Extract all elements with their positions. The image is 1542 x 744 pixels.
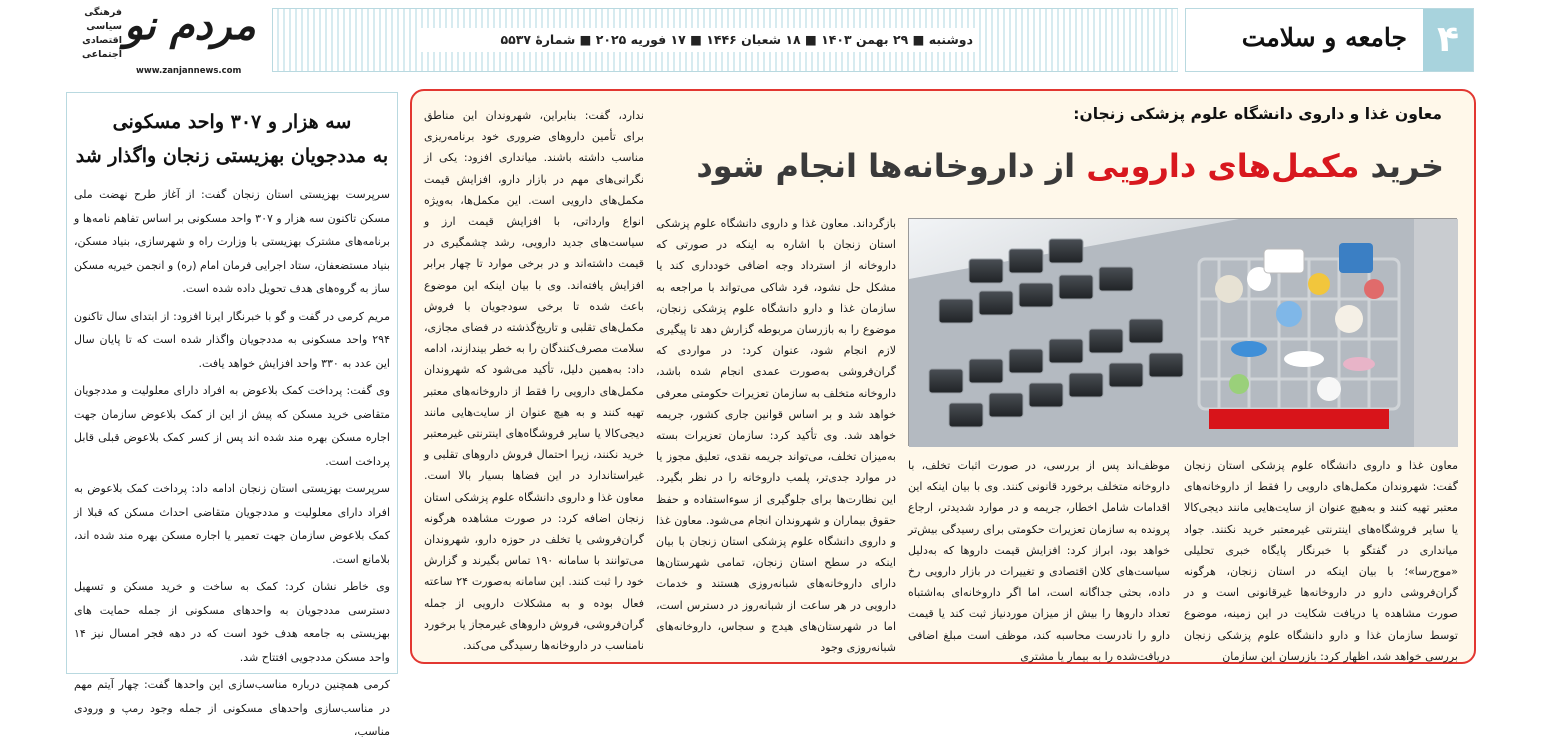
article-column-4: معاون غذا و داروی دانشگاه علوم پزشکی استان زنجان گفت: شهروندان مکمل‌های دارویی را فقط از داروخانه‌های معتبر تهیه کنند و به‌هیچ عنوان از سایت‌هایی مانند دیجی‌کالا یا سایر فروشگاه‌های اینترنتی غیرمعتبر خرید نکنند. جواد میانداری در گفتگو با خبرنگار پایگاه خبری تحلیلی «موج‌رسا»؛ با بیان اینکه در استان زنجان، هرگونه گران‌فروشی دارو در داروخانه‌ها غیرقانونی است و در صورت مشاهده یا دریافت شکایت در این زمینه، موضوع توسط سازمان غذا و دارو دانشگاه علوم پزشکی زنجان بررسی خواهد شد، اظهار کرد: بازرسان این سازمان — [1184, 459, 1458, 663]
article-kicker: معاون غذا و داروی دانشگاه علوم پزشکی زنجان: — [1073, 105, 1442, 123]
headline-highlight: مکمل‌های دارویی — [1086, 147, 1360, 185]
laptop-cart-pills-image — [909, 219, 1458, 447]
article-column-2: بازگرداند. معاون غذا و داروی دانشگاه علوم پزشکی استان زنجان با اشاره به اینکه در صورتی که داروخانه از استرداد وجه اضافی خودداری کند یا مشکل حل نشود، فرد شاکی می‌تواند با مراجعه به سازمان غذا و دارو دانشگاه علوم پزشکی زنجان، موضوع را به بازرسان مربوطه گزارش دهد تا پیگیری لازم انجام شود، عنوان کرد: در مواردی که گران‌فروشی به‌صورت عمدی انجام شده باشد، داروخانه متخلف به سازمان تعزیرات حکومتی معرفی خواهد شد و بر اساس قوانین جاری کشور، جریمه خواهد شد. وی تأکید کرد: سازمان تعزیرات بسته به‌میزان تخلف، می‌تواند جریمه نقدی، تعلیق مجوز یا در موارد جدی‌تر، پلمب داروخانه را در نظر بگیرد. این نظارت‌ها برای جلوگیری از سوءاستفاده و حفظ حقوق بیماران و شهروندان انجام می‌شود. معاون غذا و داروی دانشگاه علوم پزشکی استان زنجان با بیان اینکه در سطح استان زنجان، تمامی شهرستان‌ها دارای داروخانه‌های شبانه‌روزی هستند و خدمات دارویی در هر ساعت از شبانه‌روز در دسترس است، اما در شهرستان‌های هیدج و سجاس، داروخانه‌های شبانه‌روزی وجود — [656, 217, 896, 655]
paragraph: وی خاطر نشان کرد: کمک به ساخت و خرید مسکن و تسهیل دسترسی مددجویان به واحدهای مسکونی از جمله حمایت های بهزیستی به جامعه هدف خود است که در دهه فجر امسال نیز ۱۴ واحد مسکن مددجویی افتتاح شد. — [74, 580, 390, 664]
paragraph: سرپرست بهزیستی استان زنجان ادامه داد: پرداخت کمک بلاعوض به افراد دارای معلولیت و مددجویان متقاضی احداث مسکن که قبلا از کمک بلاعوض سازمان جهت تعمیر یا اجاره مسکن بهره مند شده اند، بلامانع است. — [74, 482, 390, 566]
paragraph: سرپرست بهزیستی استان زنجان گفت: از آغاز طرح نهضت ملی مسکن تاکنون سه هزار و ۳۰۷ واحد مسکونی بر اساس تفاهم نامه‌ها و برنامه‌های مشترک بهزیستی با وزارت راه و شهرسازی، بنیاد مسکن، بنیاد مستضعفان، ستاد اجرایی فرمان امام (ره) و انجمن خیریه مسکن ساز به گروه‌های هدف تحویل داده شده است. — [74, 188, 391, 295]
logo-name: مردم نو — [124, 2, 256, 49]
date-banner — [272, 8, 1178, 72]
side-article — [66, 92, 398, 738]
article-headline: خرید مکمل‌های دارویی از داروخانه‌ها انجام شود — [696, 147, 1444, 185]
article-photo — [908, 218, 1457, 446]
article-column-3: موظف‌اند پس از بررسی، در صورت اثبات تخلف، با داروخانه متخلف برخورد قانونی کنند. وی با بیان اینکه این اقدامات شامل اخطار، جریمه و در موارد شدیدتر، ارجاع پرونده به سازمان تعزیرات حکومتی برای رسیدگی بیش‌تر خواهد بود، ابراز کرد: افزایش قیمت داروها که به‌دلیل سیاست‌های کلان اقتصادی و تغییرات در بازار دارویی رخ داده، بحثی جداگانه است، اما اگر داروخانه‌ای به‌اشتباه تعداد داروها را بیش از میزان موردنیاز ثبت کند یا قیمت دارو را نادرست محاسبه کند، موظف است مبلغ اضافی دریافت‌شده را به بیمار یا مشتری — [908, 459, 1170, 663]
paragraph: کرمی همچنین درباره مناسب‌سازی این واحدها گفت: چهار آیتم مهم در مناسب‌سازی واحدهای مسکونی از جمله وجود رمپ و ورودی مناسب، — [74, 678, 390, 738]
article-column-1: ندارد، گفت: بنابراین، شهروندان این مناطق برای تأمین داروهای ضروری خود برنامه‌ریزی مناسب داشته باشند. میانداری افزود: یکی از نگرانی‌های مهم در بازار دارو، افزایش قیمت مکمل‌های دارویی است. این مکمل‌ها، به‌ویژه انواع وارداتی، با افزایش قیمت ارز و سیاست‌های جدید دارویی، رشد چشمگیری در قیمت داشته‌اند و در برخی موارد تا چهار برابر افزایش یافته‌اند. وی با بیان اینکه این موضوع باعث شده تا برخی سودجویان با فروش مکمل‌های تقلبی و تاریخ‌گذشته در فضای مجازی، سلامت مصرف‌کنندگان را به خطر بیندازند، ادامه داد: به‌همین دلیل، تأکید می‌شود که شهروندان مکمل‌های دارویی را فقط از داروخانه‌های معتبر تهیه کنند و به هیچ عنوان از سایت‌هایی مانند دیجی‌کالا یا سایر فروشگاه‌های اینترنتی غیرمعتبر خرید نکنند، زیرا احتمال فروش داروهای تقلبی و غیراستاندارد در این فضاها بسیار بالا است. معاون غذا و داروی دانشگاه علوم پزشکی استان زنجان اضافه کرد: در صورت مشاهده هرگونه گران‌فروشی یا تخلف در حوزه دارو، شهروندان می‌توانند با سامانه ۱۹۰ تماس بگیرند و گزارش خود را ثبت کنند. این سامانه به‌صورت ۲۴ ساعته فعال بوده و به مشکلات دارویی از جمله گران‌فروشی، فروش داروهای غیرمجاز یا برخورد نامناسب در داروخانه‌ها رسیدگی می‌کند. — [424, 109, 644, 653]
side-article-body — [74, 183, 390, 744]
main-article — [410, 89, 1476, 664]
page-header — [0, 0, 1542, 86]
side-article-headline: سه هزار و ۳۰۷ واحد مسکونی به مددجویان بهزیستی زنجان واگذار شد — [75, 111, 389, 167]
paragraph: مریم کرمی در گفت و گو با خبرنگار ایرنا افزود: از ابتدای سال تاکنون ۲۹۴ واحد مسکونی به مددجویان واگذار شده است که تا پایان سال این عدد به ۳۳۰ واحد افزایش خواهد یافت. — [74, 309, 390, 370]
section-title: جامعه و سلامت — [1241, 23, 1407, 52]
website-url[interactable]: www.zanjannews.com — [136, 66, 242, 76]
issue-date-line: دوشنبه ■ ۲۹ بهمن ۱۴۰۳ ■ ۱۸ شعبان ۱۴۴۶ ■ ۱۷ فوریه ۲۰۲۵ ■ شمارۀ ۵۵۳۷ — [417, 28, 977, 52]
section-banner — [1185, 8, 1474, 72]
logo-tagline: فرهنگی سیاسی اقتصادی اجتماعی — [81, 7, 122, 60]
newspaper-logo — [66, 2, 266, 80]
page-number: ۴ — [1423, 9, 1473, 71]
paragraph: وی گفت: پرداخت کمک بلاعوض به افراد دارای معلولیت و مددجویان متقاضی خرید مسکن که پیش از این از کمک بلاعوض سازمان جهت اجاره مسکن بهره مند شده اند پس از کسر کمک بلاعوض قبلی قابل پرداخت است. — [74, 384, 390, 468]
